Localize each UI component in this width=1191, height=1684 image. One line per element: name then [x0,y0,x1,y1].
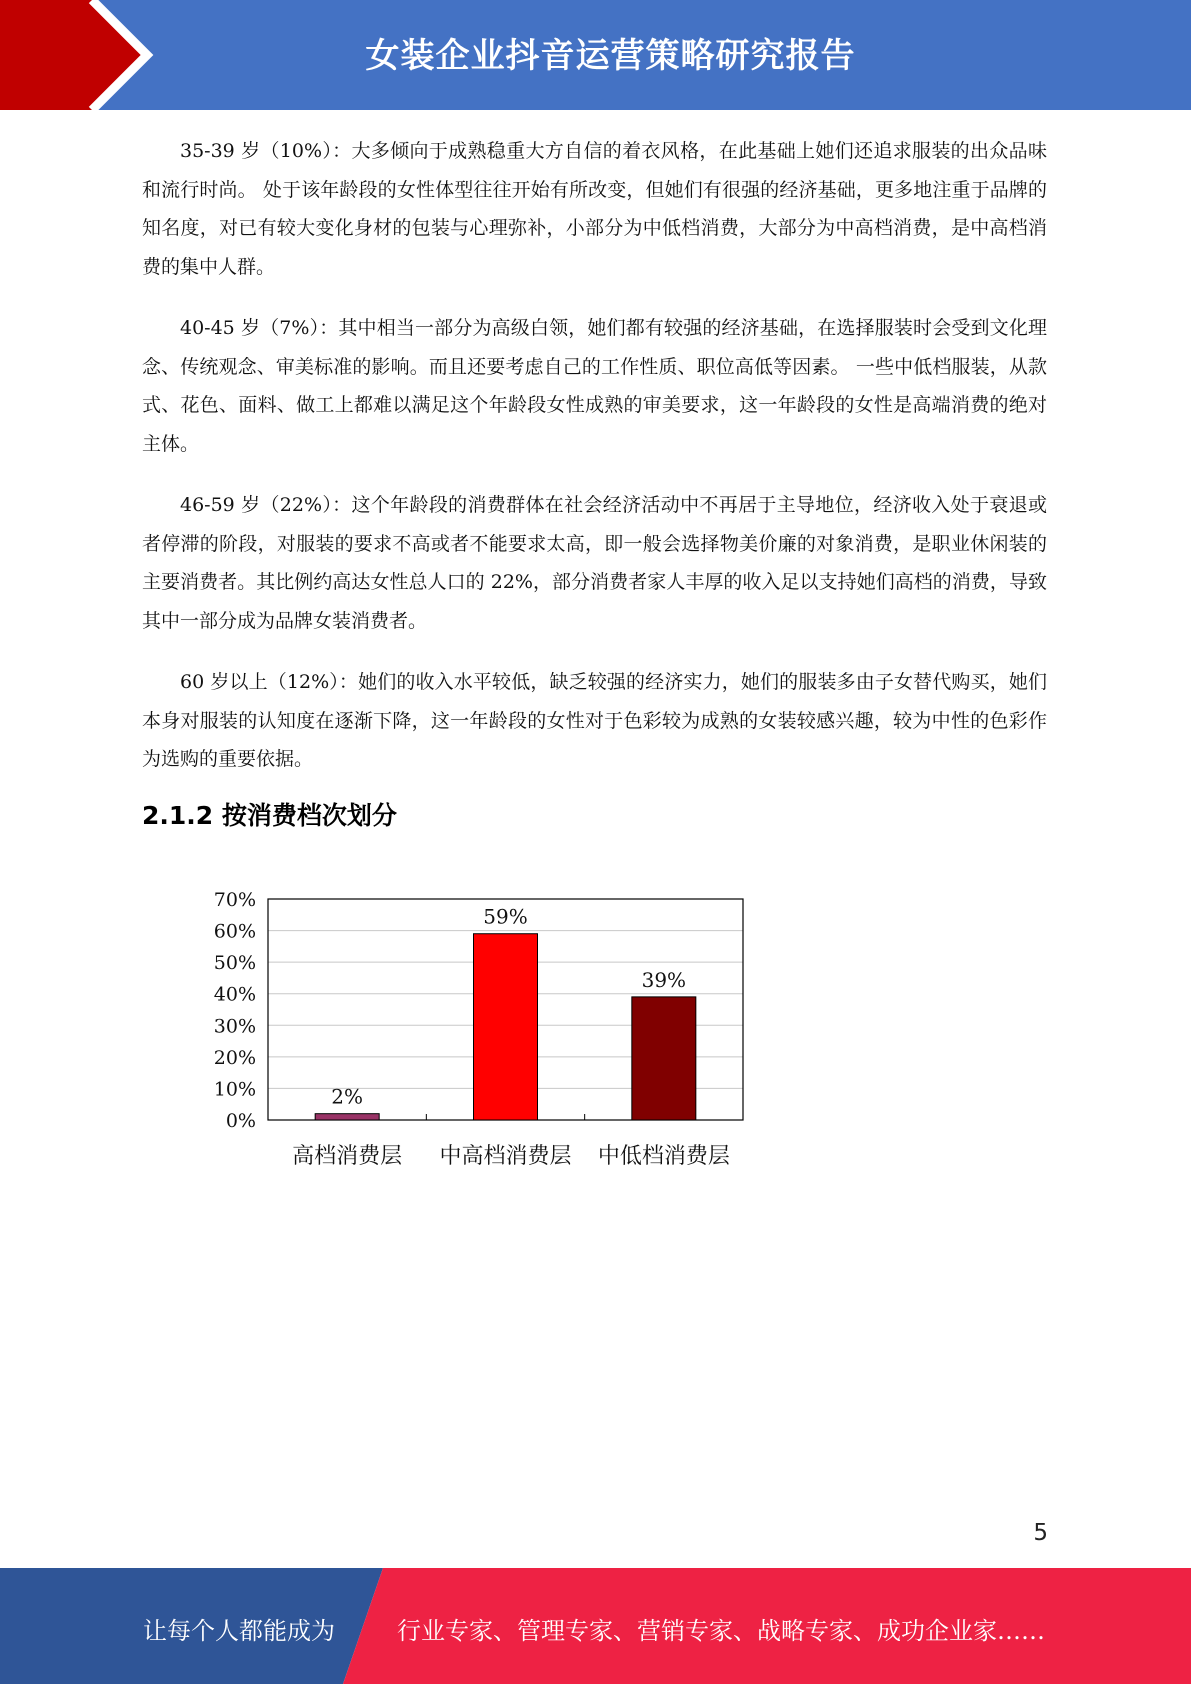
paragraph-age-35-39: 35-39 岁（10%）：大多倾向于成熟稳重大方自信的着衣风格，在此基础上她们还追求服装的出众品味和流行时尚。 处于该年龄段的女性体型往往开始有所改变，但她们有很强的经济基础，更多地注重于品牌的知名度，对已有较大变化身材的包装与心理弥补，小部分为中低档消费，大部分为中高档消费，是中高档消费的集中人群。 [142,140,1047,278]
y-tick-label: 40% [213,983,256,1006]
y-tick-label: 20% [213,1046,256,1069]
footer-slogan-right: 行业专家、管理专家、营销专家、战略专家、成功企业家…… [397,1617,1045,1645]
x-category-label: 中高档消费层 [439,1144,572,1169]
data-label: 39% [641,967,687,992]
y-tick-label: 30% [213,1015,256,1038]
page-number: 5 [1033,1520,1048,1546]
bar-2 [474,934,538,1120]
footer-slogan-left: 让每个人都能成为 [143,1617,335,1645]
page-header [0,0,1191,110]
paragraph-age-60-plus: 60 岁以上（12%）：她们的收入水平较低，缺乏较强的经济实力，她们的服装多由子女替代购买，她们本身对服装的认知度在逐渐下降，这一年龄段的女性对于色彩较为成熟的女装较感兴趣，较为中性的色彩作为选购的重要依据。 [142,671,1047,770]
y-tick-label: 70% [213,889,256,911]
bar-1 [315,1114,379,1120]
y-tick-label: 60% [213,920,256,943]
y-tick-label: 10% [213,1078,256,1101]
paragraph-age-40-45: 40-45 岁（7%）：其中相当一部分为高级白领，她们都有较强的经济基础，在选择服装时会受到文化理念、传统观念、审美标准的影响。而且还要考虑自己的工作性质、职位高低等因素。 一些中低档服装，从款式、花色、面料、做工上都难以满足这个年龄段女性成熟的审美要求，这一年龄段的女性是高端消费的绝对主体。 [142,317,1047,455]
y-tick-label: 0% [225,1110,256,1132]
data-label: 2% [331,1084,364,1109]
section-heading: 2.1.2 按消费档次划分 [142,801,397,830]
bar-3 [632,997,696,1120]
x-category-label: 高档消费层 [292,1144,403,1169]
data-label: 59% [483,904,528,929]
consumption-level-bar-chart [190,880,770,1180]
x-category-label: 中低档消费层 [597,1144,730,1169]
body-content [142,132,1047,802]
y-tick-label: 50% [213,952,256,975]
report-title: 女装企业抖音运营策略研究报告 [365,36,856,76]
paragraph-age-46-59: 46-59 岁（22%）：这个年龄段的消费群体在社会经济活动中不再居于主导地位，经济收入处于衰退或者停滞的阶段，对服装的要求不高或者不能要求太高，即一般会选择物美价廉的对象消费，是职业休闲装的主要消费者。其比例约高达女性总人口的 22%，部分消费者家人丰厚的收入足以支持她们高档的消费，导致其中一部分成为品牌女装消费者。 [142,494,1047,632]
